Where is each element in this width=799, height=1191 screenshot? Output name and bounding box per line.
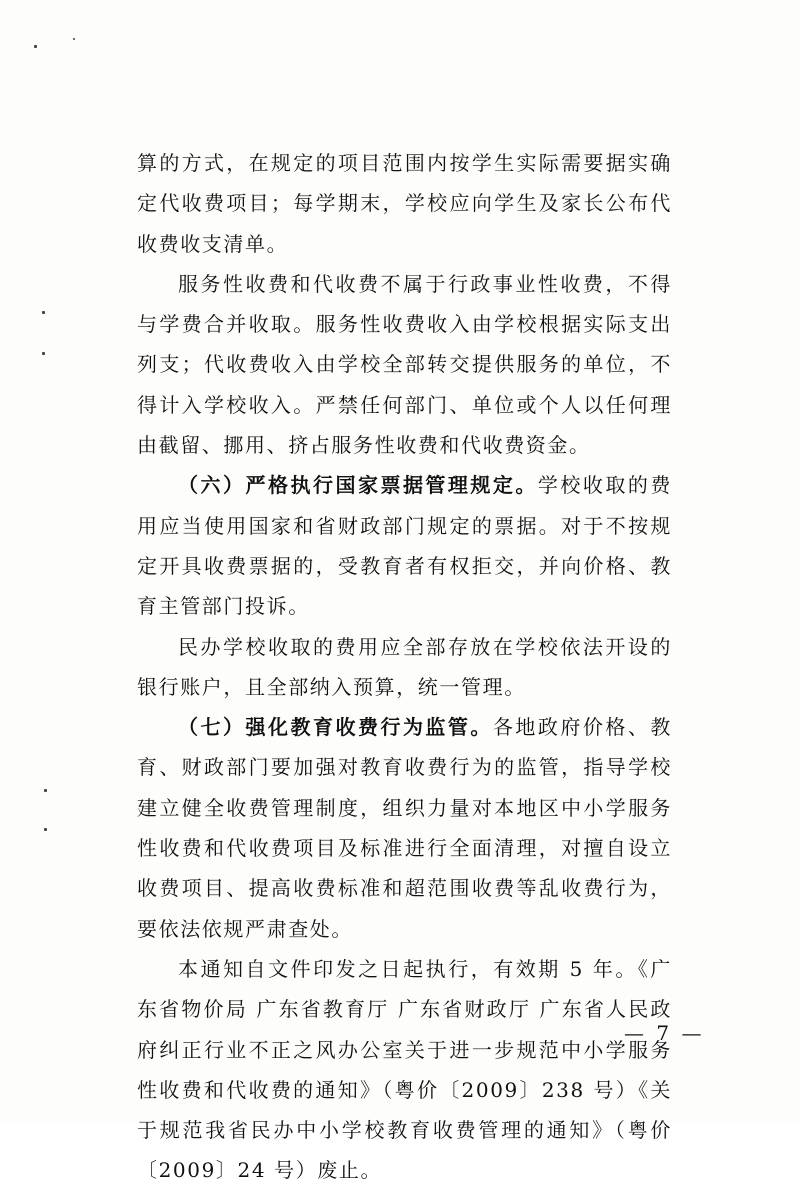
paragraph-private-schools (137, 627, 672, 708)
section-heading: （七）强化教育收费行为监管。 (178, 715, 493, 740)
paragraph-text: 各地政府价格、教育、财政部门要加强对教育收费行为的监管，指导学校建立健全收费管理制度，组织力量对本地区中小学服务性收费和代收费项目及标准进行全面清理，对擅自设立收费项目、提高收费标准和超范围收费等乱收费行为，要依法依规严肃查处。 (137, 715, 672, 941)
section-heading: （六）严格执行国家票据管理规定。 (178, 473, 538, 498)
paragraph-effective-date (137, 949, 672, 1191)
scan-speck (44, 789, 47, 792)
paragraph-fee-items (137, 143, 672, 264)
paragraph-section-7 (137, 707, 672, 949)
scan-speck (34, 45, 37, 48)
scan-speck (42, 352, 45, 355)
scan-speck (73, 38, 75, 40)
paragraph-text: 学校收取的费用应当使用国家和省财政部门规定的票据。对于不按规定开具收费票据的，受教育者有权拒交，并向价格、教育主管部门投诉。 (137, 473, 672, 619)
paragraph-text: 服务性收费和代收费不属于行政事业性收费，不得与学费合并收取。服务性收费收入由学校根据实际支出列支；代收费收入由学校全部转交提供服务的单位，不得计入学校收入。严禁任何部门、单位或个人以任何理由截留、挪用、挤占服务性收费和代收费资金。 (137, 271, 672, 458)
page-number: — 7 — (624, 1021, 705, 1045)
paragraph-section-6 (137, 465, 672, 626)
paragraph-service-fees (137, 264, 672, 465)
scan-speck (44, 828, 47, 831)
scan-speck (42, 311, 45, 314)
paragraph-text: 本通知自文件印发之日起执行，有效期 5 年。《广东省物价局 广东省教育厅 广东省财政厅 广东省人民政府纠正行业不正之风办公室关于进一步规范中小学服务性收费和代收费的通知》（粤价〔2009〕238 号）《关于规范我省民办中小学校教育收费管理的通知》（粤价〔2009〕24 号）废止。 (137, 956, 672, 1183)
body-text (137, 143, 672, 1191)
paragraph-text: 算的方式，在规定的项目范围内按学生实际需要据实确定代收费项目；每学期末，学校应向学生及家长公布代收费收支清单。 (137, 151, 672, 256)
paragraph-text: 民办学校收取的费用应全部存放在学校依法开设的银行账户，且全部纳入预算，统一管理。 (137, 634, 672, 699)
